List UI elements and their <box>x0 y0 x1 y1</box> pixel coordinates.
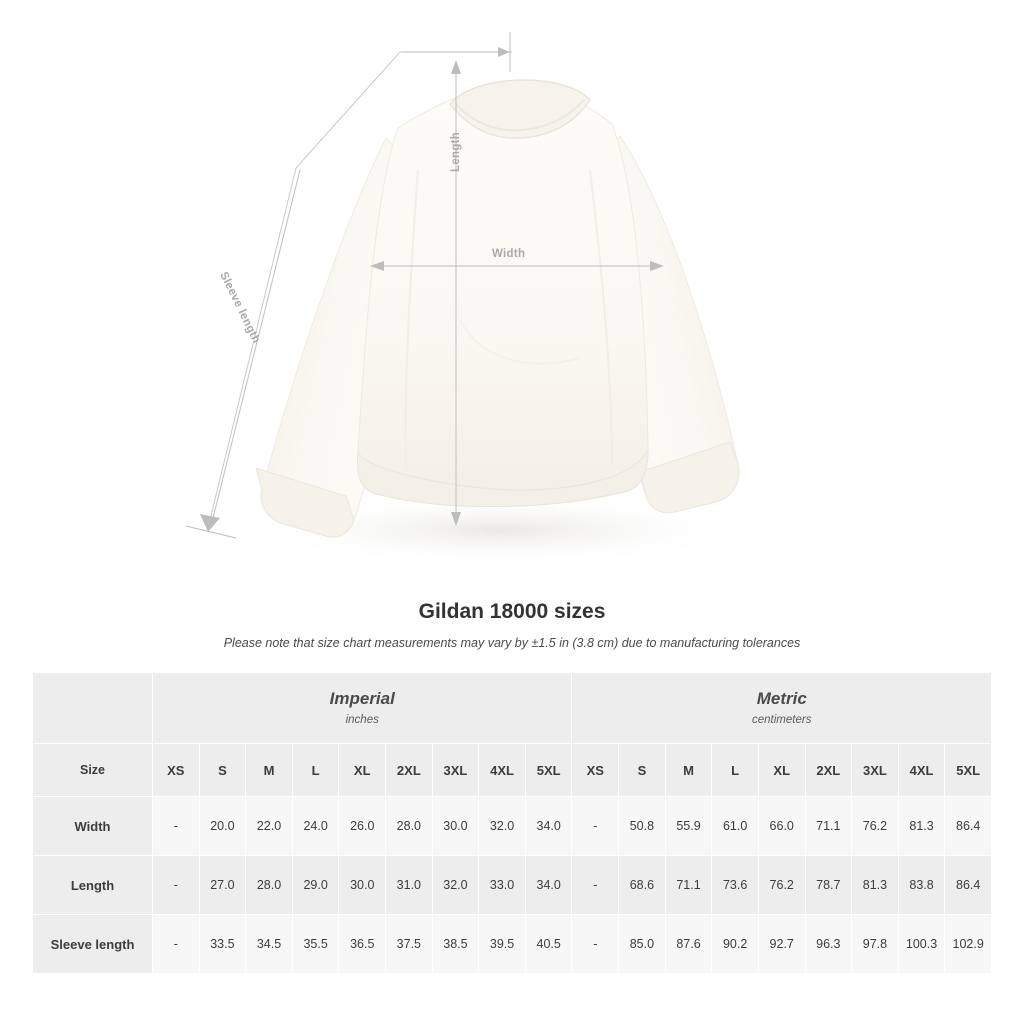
cell-length-metric-4xl: 83.8 <box>898 856 945 915</box>
table-row <box>33 856 992 915</box>
size-col-imperial-xl: XL <box>339 744 386 797</box>
row-label-width: Width <box>33 797 153 856</box>
size-label-cell: Size <box>33 744 153 797</box>
page-title: Gildan 18000 sizes <box>418 600 606 623</box>
cell-width-metric-l: 61.0 <box>712 797 759 856</box>
cell-width-metric-m: 55.9 <box>665 797 712 856</box>
cell-width-metric-s: 50.8 <box>619 797 666 856</box>
cell-sleeve-metric-l: 90.2 <box>712 915 759 974</box>
sweatshirt-graphic <box>150 20 840 570</box>
cell-length-imperial-2xl: 31.0 <box>386 856 433 915</box>
system-unit-imperial: inches <box>345 713 379 726</box>
cell-length-imperial-3xl: 32.0 <box>432 856 479 915</box>
cell-sleeve-imperial-xl: 36.5 <box>339 915 386 974</box>
cell-length-imperial-xs: - <box>153 856 200 915</box>
table-row <box>33 915 992 974</box>
cell-sleeve-imperial-3xl: 38.5 <box>432 915 479 974</box>
cell-length-imperial-m: 28.0 <box>246 856 293 915</box>
cell-width-imperial-l: 24.0 <box>292 797 339 856</box>
size-col-imperial-l: L <box>292 744 339 797</box>
size-col-imperial-5xl: 5XL <box>525 744 572 797</box>
system-unit-metric: centimeters <box>752 713 812 726</box>
cell-length-metric-3xl: 81.3 <box>852 856 899 915</box>
cell-length-metric-m: 71.1 <box>665 856 712 915</box>
cell-sleeve-imperial-m: 34.5 <box>246 915 293 974</box>
cell-length-metric-s: 68.6 <box>619 856 666 915</box>
size-col-imperial-4xl: 4XL <box>479 744 526 797</box>
cell-width-metric-xl: 66.0 <box>758 797 805 856</box>
cell-length-imperial-xl: 30.0 <box>339 856 386 915</box>
cell-length-imperial-l: 29.0 <box>292 856 339 915</box>
size-col-metric-s: S <box>619 744 666 797</box>
cell-width-imperial-xs: - <box>153 797 200 856</box>
cell-sleeve-metric-3xl: 97.8 <box>852 915 899 974</box>
system-header-imperial <box>153 673 572 744</box>
cell-sleeve-imperial-l: 35.5 <box>292 915 339 974</box>
size-col-metric-5xl: 5XL <box>945 744 992 797</box>
cell-width-metric-4xl: 81.3 <box>898 797 945 856</box>
corner-cell <box>33 673 153 744</box>
cell-length-imperial-s: 27.0 <box>199 856 246 915</box>
cell-length-imperial-5xl: 34.0 <box>525 856 572 915</box>
size-col-imperial-2xl: 2XL <box>386 744 433 797</box>
cell-sleeve-metric-xs: - <box>572 915 619 974</box>
cell-width-imperial-5xl: 34.0 <box>525 797 572 856</box>
row-label-sleeve-length: Sleeve length <box>33 915 153 974</box>
cell-width-imperial-s: 20.0 <box>199 797 246 856</box>
cell-width-imperial-4xl: 32.0 <box>479 797 526 856</box>
system-name-metric: Metric <box>756 689 807 709</box>
size-col-metric-3xl: 3XL <box>852 744 899 797</box>
system-name-imperial: Imperial <box>329 689 395 709</box>
cell-sleeve-metric-s: 85.0 <box>619 915 666 974</box>
cell-width-metric-xs: - <box>572 797 619 856</box>
system-header-row <box>33 673 992 744</box>
cell-length-imperial-4xl: 33.0 <box>479 856 526 915</box>
cell-length-metric-5xl: 86.4 <box>945 856 992 915</box>
cell-sleeve-metric-5xl: 102.9 <box>945 915 992 974</box>
cell-width-imperial-xl: 26.0 <box>339 797 386 856</box>
cell-sleeve-imperial-2xl: 37.5 <box>386 915 433 974</box>
length-dimension-label: Length <box>450 131 462 172</box>
cell-sleeve-metric-m: 87.6 <box>665 915 712 974</box>
size-header-row <box>33 744 992 797</box>
cell-sleeve-imperial-xs: - <box>153 915 200 974</box>
size-col-metric-xl: XL <box>758 744 805 797</box>
tolerance-note: Please note that size chart measurements may vary by ±1.5 in (3.8 cm) due to manufacturing tolerances <box>223 636 801 650</box>
cell-sleeve-metric-4xl: 100.3 <box>898 915 945 974</box>
cell-sleeve-metric-xl: 92.7 <box>758 915 805 974</box>
size-col-metric-xs: XS <box>572 744 619 797</box>
size-col-imperial-xs: XS <box>153 744 200 797</box>
sweatshirt-svg <box>150 20 840 570</box>
table-row <box>33 797 992 856</box>
sleeve-length-dimension-label: Sleeve length <box>217 270 263 346</box>
cell-width-imperial-2xl: 28.0 <box>386 797 433 856</box>
title-block <box>0 600 1024 650</box>
row-label-length: Length <box>33 856 153 915</box>
width-dimension-label: Width <box>492 248 526 260</box>
size-col-metric-4xl: 4XL <box>898 744 945 797</box>
cell-sleeve-imperial-4xl: 39.5 <box>479 915 526 974</box>
system-header-metric <box>572 673 992 744</box>
size-col-imperial-3xl: 3XL <box>432 744 479 797</box>
cell-width-metric-3xl: 76.2 <box>852 797 899 856</box>
size-col-metric-l: L <box>712 744 759 797</box>
size-table-wrapper <box>32 672 992 974</box>
size-col-metric-m: M <box>665 744 712 797</box>
cell-length-metric-l: 73.6 <box>712 856 759 915</box>
size-col-metric-2xl: 2XL <box>805 744 852 797</box>
size-col-imperial-m: M <box>246 744 293 797</box>
cell-length-metric-xl: 76.2 <box>758 856 805 915</box>
cell-width-imperial-3xl: 30.0 <box>432 797 479 856</box>
cell-length-metric-2xl: 78.7 <box>805 856 852 915</box>
cell-width-metric-5xl: 86.4 <box>945 797 992 856</box>
size-col-imperial-s: S <box>199 744 246 797</box>
cell-sleeve-imperial-5xl: 40.5 <box>525 915 572 974</box>
cell-sleeve-metric-2xl: 96.3 <box>805 915 852 974</box>
size-chart-table <box>32 672 992 974</box>
cell-width-metric-2xl: 71.1 <box>805 797 852 856</box>
cell-sleeve-imperial-s: 33.5 <box>199 915 246 974</box>
cell-width-imperial-m: 22.0 <box>246 797 293 856</box>
cell-length-metric-xs: - <box>572 856 619 915</box>
